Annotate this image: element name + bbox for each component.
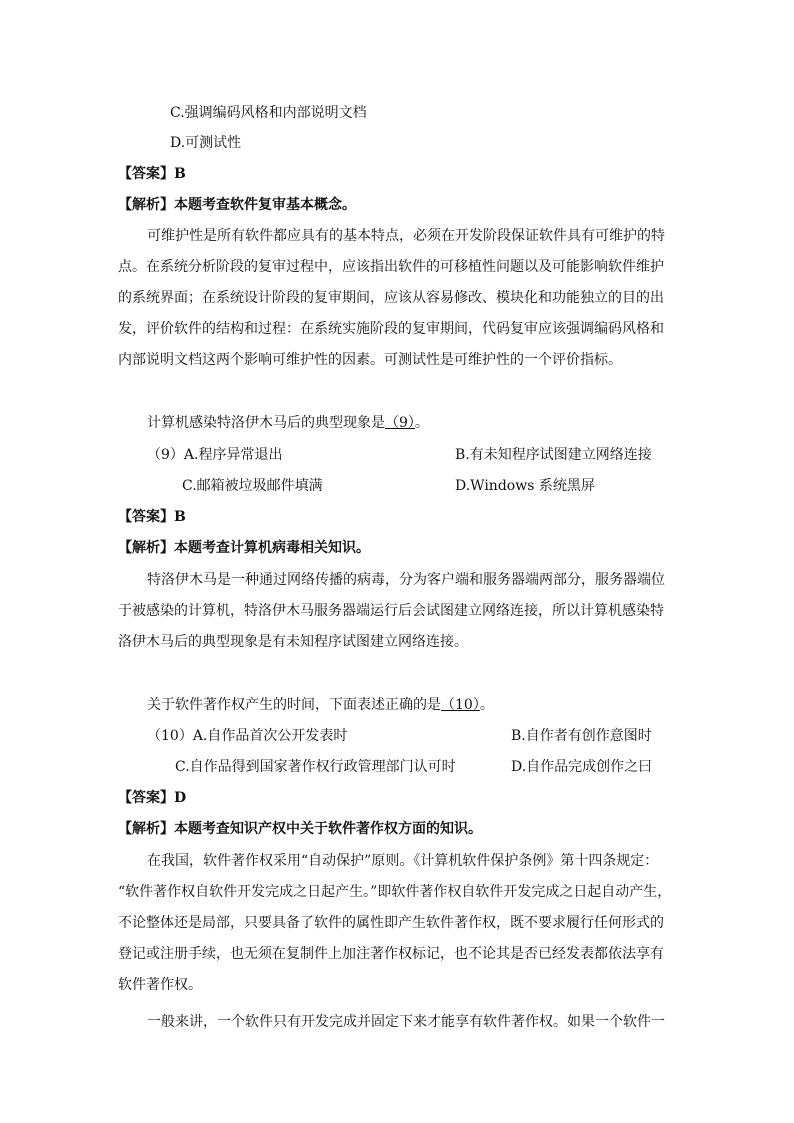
analysis-title: 本题考查软件复审基本概念。 — [174, 197, 356, 213]
q8-analysis-line-2: 点。在系统分析阶段的复审过程中，应该指出软件的可移植性问题以及可能影响软件维护 — [118, 259, 664, 275]
q10-option-a: （10）A.自作品首次公开发表时 — [147, 728, 348, 744]
q10-option-d: D.自作品完成创作之曰 — [511, 759, 653, 775]
q9-analysis-heading — [118, 538, 370, 558]
analysis-title: 本题考查知识产权中关于软件著作权方面的知识。 — [174, 821, 482, 837]
q10-answer — [118, 788, 186, 808]
q8-option-c: C.强调编码风格和内部说明文档 — [170, 105, 367, 121]
q9-stem — [147, 413, 429, 433]
q10-analysis-line-3: 不论整体还是局部，只要具备了软件的属性即产生软件著作权，既不要求履行任何形式的 — [118, 915, 664, 931]
q8-analysis-heading — [118, 195, 356, 215]
q8-analysis-line-1: 可维护性是所有软件都应具有的基本特点，必须在开发阶段保证软件具有可维护的特 — [147, 228, 665, 244]
q8-analysis-line-3: 的系统界面；在系统设计阶段的复审期间，应该从容易修改、模块化和功能独立的目的出 — [118, 290, 664, 306]
answer-value: B — [174, 509, 186, 525]
answer-label: 【答案】 — [118, 166, 174, 182]
q10-blank: （10） — [441, 697, 480, 713]
q10-analysis-line-2: “软件著作权自软件开发完成之日起产生。”即软件著作权自软件开发完成之日起自动产生， — [118, 884, 672, 900]
q10-option-c: C.自作品得到国家著作权行政管理部门认可时 — [175, 759, 456, 775]
q9-answer — [118, 507, 186, 527]
q9-analysis-line-2: 于被感染的计算机，特洛伊木马服务器端运行后会试图建立网络连接，所以计算机感染特 — [118, 603, 664, 619]
q9-option-c: C.邮箱被垃圾邮件填满 — [182, 478, 323, 494]
q9-stem-text: 计算机感染特洛伊木马后的典型现象是 — [147, 415, 385, 431]
analysis-label: 【解析】 — [118, 540, 174, 556]
answer-label: 【答案】 — [118, 509, 174, 525]
analysis-label: 【解析】 — [118, 197, 174, 213]
q9-option-a: （9）A.程序异常退出 — [147, 447, 283, 463]
q9-option-d: D.Windows 系统黑屏 — [455, 478, 595, 494]
q10-analysis-line-5: 软件著作权。 — [118, 977, 202, 993]
q9-stem-end: 。 — [414, 415, 429, 431]
q10-option-b: B.自作者有创作意图时 — [511, 728, 652, 744]
q8-analysis-line-5: 内部说明文档这两个影响可维护性的因素。可测试性是可维护性的一个评价指标。 — [118, 352, 622, 368]
q9-analysis-line-1: 特洛伊木马是一种通过网络传播的病毒，分为客户端和服务器端两部分，服务器端位 — [147, 572, 665, 588]
q10-stem-end: 。 — [479, 697, 494, 713]
q9-option-b: B.有未知程序试图建立网络连接 — [455, 447, 652, 463]
q10-analysis-line-4: 登记或注册手续，也无须在复制件上加注著作权标记，也不论其是否已经发表都依法享有 — [118, 946, 664, 962]
q10-stem — [147, 695, 494, 715]
answer-value: D — [174, 790, 187, 806]
analysis-title: 本题考查计算机病毒相关知识。 — [174, 540, 370, 556]
q10-analysis-heading — [118, 819, 482, 839]
q10-stem-text: 关于软件著作权产生的时间，下面表述正确的是 — [147, 697, 441, 713]
q9-blank: （9） — [385, 415, 415, 431]
answer-value: B — [174, 166, 186, 182]
analysis-label: 【解析】 — [118, 821, 174, 837]
q9-analysis-line-3: 洛伊木马后的典型现象是有未知程序试图建立网络连接。 — [118, 634, 468, 650]
q8-analysis-line-4: 发，评价软件的结构和过程：在系统实施阶段的复审期间，代码复审应该强调编码风格和 — [118, 321, 664, 337]
q8-option-d: D.可测试性 — [170, 135, 242, 151]
q8-answer — [118, 164, 186, 184]
q10-analysis-line-1: 在我国，软件著作权采用“自动保护”原则。《计算机软件保护条例》第十四条规定： — [147, 853, 659, 869]
answer-label: 【答案】 — [118, 790, 174, 806]
q10-analysis-line-6: 一般来讲，一个软件只有开发完成并固定下来才能享有软件著作权。如果一个软件一 — [147, 1014, 665, 1030]
